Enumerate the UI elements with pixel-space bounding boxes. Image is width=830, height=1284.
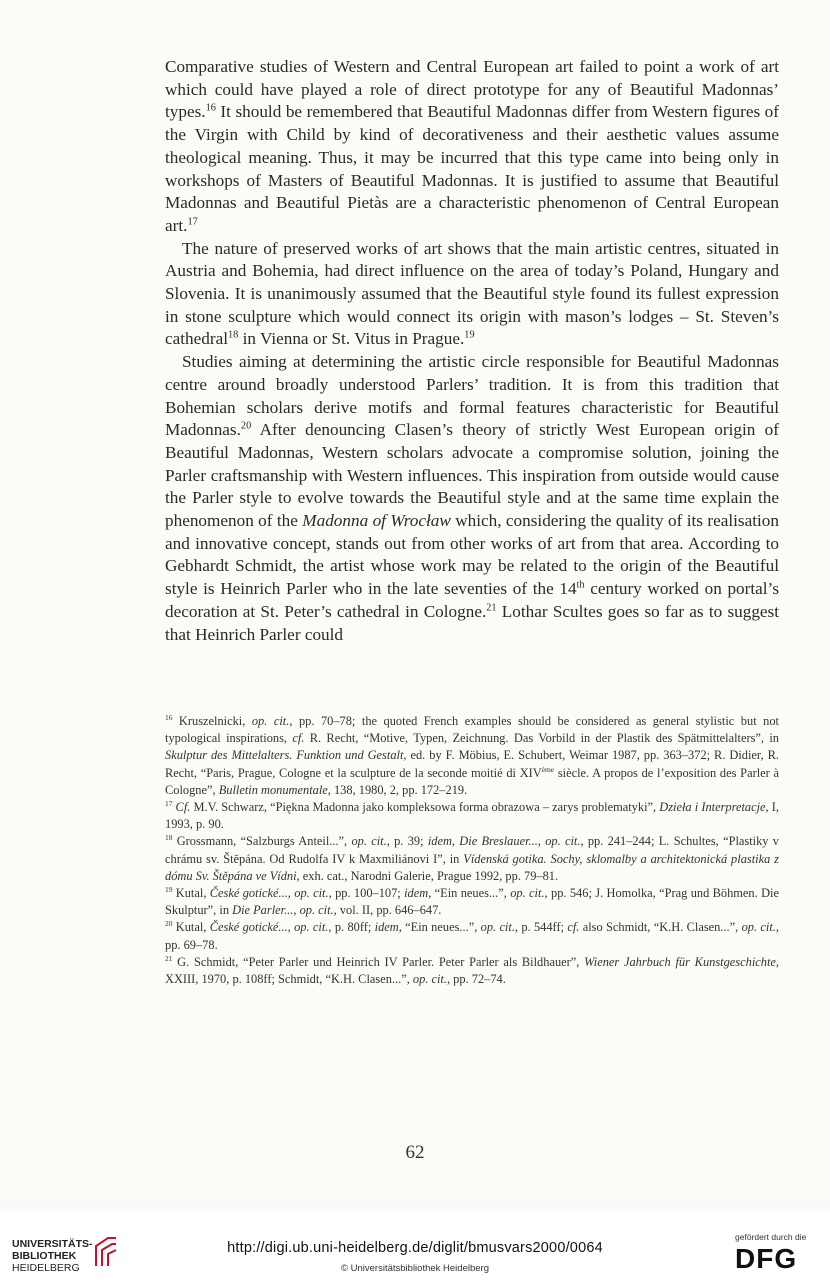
footnote-17: $^{17}$ Cf. M.V. Schwarz, “Piękna Madonna jako kompleksowa forma obrazowa – zarys problematyki”, Dzieła i Interpretacje, I, 1993, p. 90.	[165, 798, 780, 832]
paragraph-3: Studies aiming at determining the artistic circle responsible for Beautiful Madonnas centre around broadly understood Parlers’ tradition. It is from this tradition that Bohemian scholars derive motifs and formal features characteristic for Beautiful Madonnas.$^{20}$ After denouncing Clasen’s theory of strictly West European origin of Beautiful Madonnas, Western scholars advocate a compromise solution, joining the Parler craftsmanship with Western influences. This inspiration from outside would cause the Parler style to evolve towards the Beautiful style and at the same time explain the phenomenon of the Madonna of Wrocław which, considering the quality of its realisation and innovative concept, stands out from other works of art from that area. According to Gebhardt Schmidt, the artist whose work may be related to the origin of the Beautiful style is Heinrich Parler who in the late seventies of the 14th century worked on portal’s decoration at St. Peter’s cathedral in Cologne.$^{21}$ Lothar Scultes goes so far as to suggest that Heinrich Parler could	[165, 352, 780, 644]
footnotes	[165, 713, 779, 988]
footnote-16: $^{16}$ Kruszelnicki, op. cit., pp. 70–78; the quoted French examples should be considered as general stylistic but not typological inspirations, cf. R. Recht, “Motive, Typen, Zeichnung. Das Vorbild in der Plastik des Spätmittelalters”, in Skulptur des Mittelalters. Funktion und Gestalt, ed. by F. Möbius, E. Schubert, Weimar 1987, pp. 363–372; R. Didier, R. Recht, “Paris, Prague, Cologne et la sculpture de la seconde moitié di XIVème siècle. A propos de l’exposition des Parler à Cologne”, Bulletin monumentale, 138, 1980, 2, pp. 172–219.	[165, 712, 779, 797]
footnote-ref-17[interactable]: 17	[187, 216, 198, 228]
footnote-ref-18[interactable]: 18	[227, 329, 239, 341]
footnote-21: $^{21}$ G. Schmidt, “Peter Parler und Heinrich IV Parler. Peter Parler als Bildhauer”, Wiener Jahrbuch für Kunstgeschichte, XXIII, 1970, p. 108ff; Schmidt, “K.H. Clasen...”, op. cit., pp. 72–74.	[165, 953, 780, 987]
footnote-ref-21[interactable]: 21	[486, 602, 497, 614]
paragraph-1: Comparative studies of Western and Central European art failed to point a work of art which could have played a role of direct prototype for any of Beautiful Madonnas’ types.$^{16}$ It should be remembered that Beautiful Madonnas differ from Western figures of the Virgin with Child by kind of decorativeness and their aesthetic values assume theological meaning. Thus, it may be incurred that this type came into being only in workshops of Masters of Beautiful Madonnas. It is justified to assume that Beautiful Madonnas and Beautiful Pietàs are a characteristic phenomenon of Central European art.$^{17}$	[165, 57, 779, 235]
funding-note: gefördert durch die	[735, 1232, 807, 1242]
footnote-ref-16[interactable]: 16	[205, 102, 216, 114]
library-name: UNIVERSITÄTS- BIBLIOTHEK HEIDELBERG	[12, 1238, 93, 1274]
footnote-18: $^{18}$ Grossmann, “Salzburgs Anteil...”, op. cit., p. 39; idem, Die Breslauer..., op. cit., pp. 241–244; L. Schultes, “Plastiky v chrámu sv. Štěpána. Od Rudolfa IV k Maxmiliánovi I”, in Vídenská gotika. Sochy, sklomalby a architektonická plastika z dómu Sv. Štěpána ve Vídni, exh. cat., Narodni Galerie, Prague 1992, pp. 79–81.	[165, 833, 779, 883]
permalink-url[interactable]: http://digi.ub.uni-heidelberg.de/diglit/bmusvars2000/0064	[227, 1240, 603, 1256]
dfg-logo: DFG	[735, 1243, 798, 1274]
footnote-ref-19[interactable]: 19	[464, 329, 475, 341]
footnote-ref-20[interactable]: 20	[240, 420, 252, 432]
copyright-notice: © Universitätsbibliothek Heidelberg	[341, 1263, 489, 1274]
paragraph-2: The nature of preserved works of art shows that the main artistic centres, situated in Austria and Bohemia, had direct influence on the area of today’s Poland, Hungary and Slovenia. It is unanimously assumed that the Beautiful style found its fullest expression in stone sculpture which would connect its origin with mason’s lodges – St. Steven’s cathedral$^{18}$ in Vienna or St. Vitus in Prague.$^{19}$	[165, 238, 779, 349]
footnote-19: $^{19}$ Kutal, České gotické..., op. cit., pp. 100–107; idem, “Ein neues...”, op. cit., pp. 546; J. Homolka, “Prag und Böhmen. Die Skulptur”, in Die Parler..., op. cit., vol. II, pp. 646–647.	[165, 884, 779, 918]
body-text	[165, 56, 779, 646]
footnote-20: $^{20}$ Kutal, České gotické..., op. cit., p. 80ff; idem, “Ein neues...”, op. cit., p. 544ff; cf. also Schmidt, “K.H. Clasen...”, op. cit., pp. 69–78.	[165, 919, 779, 952]
page-number: 62	[405, 1142, 425, 1163]
